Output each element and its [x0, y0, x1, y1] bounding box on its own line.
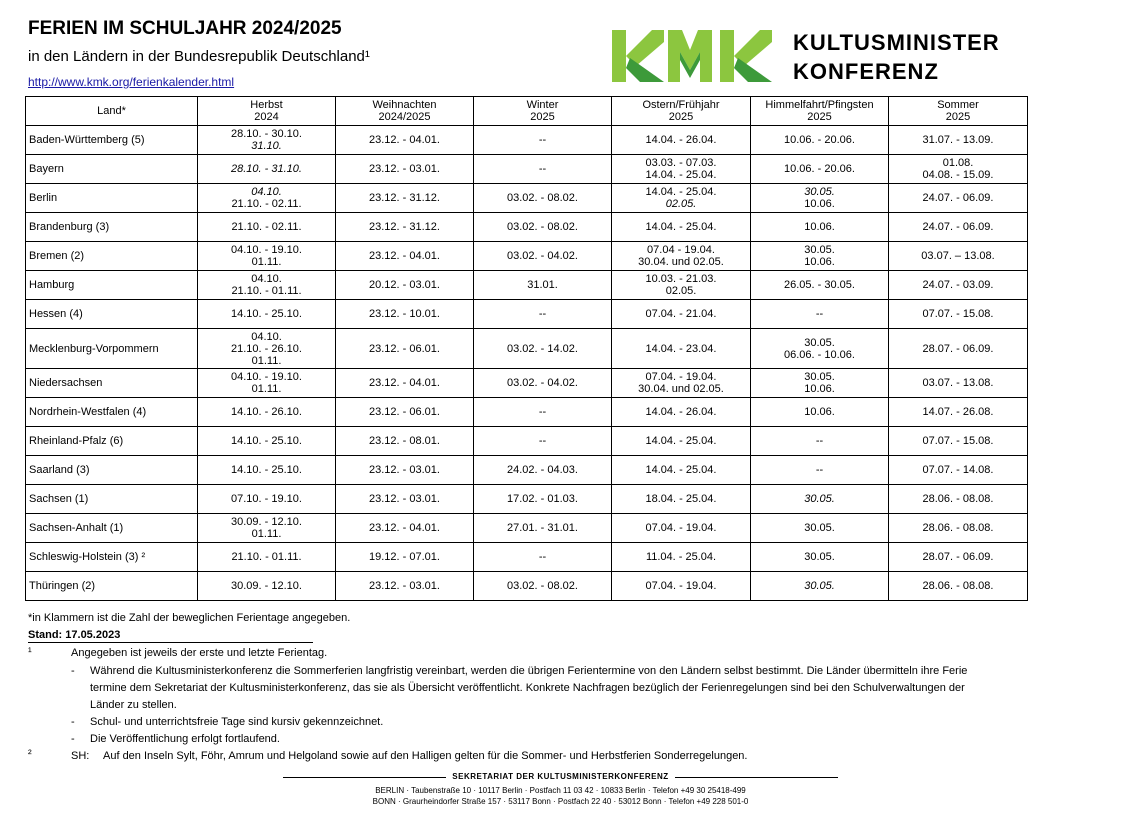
date-line: 30.05.: [804, 522, 835, 534]
date-line: 07.07. - 15.08.: [922, 435, 994, 447]
date-line: --: [538, 163, 547, 175]
column-header-line: 2025: [945, 111, 971, 123]
date-line: 04.10.: [251, 186, 282, 198]
column-header-line: Land*: [97, 105, 126, 117]
date-line: 21.10. - 02.11.: [231, 198, 302, 210]
date-cell: [336, 184, 474, 213]
date-cell: [198, 155, 336, 184]
date-cell: [751, 369, 889, 398]
date-cell: [336, 485, 474, 514]
column-header: [751, 97, 889, 126]
date-line: 01.08.: [942, 157, 974, 169]
date-cell: [612, 485, 751, 514]
column-header-line: 2024/2025: [378, 111, 431, 123]
land-cell: Sachsen-Anhalt (1): [26, 514, 198, 543]
column-header: [889, 97, 1028, 126]
date-line: 30.05.: [804, 493, 835, 505]
date-line: 14.04. - 25.04.: [645, 435, 717, 447]
date-cell: [198, 514, 336, 543]
table-row: [26, 300, 1028, 329]
table-row: [26, 456, 1028, 485]
date-line: 07.07. - 15.08.: [922, 308, 994, 320]
date-line: --: [538, 435, 547, 447]
date-line: 07.04. - 19.04.: [645, 580, 717, 592]
date-line: 23.12. - 31.12.: [369, 192, 440, 204]
date-line: 03.07. – 13.08.: [921, 250, 995, 262]
date-line: 04.10.: [251, 273, 282, 285]
date-line: 14.04. - 25.04.: [645, 169, 717, 181]
land-cell: Brandenburg (3): [26, 213, 198, 242]
date-cell: [751, 572, 889, 601]
date-line: 04.10. - 19.10.: [231, 244, 302, 256]
date-cell: [474, 543, 612, 572]
date-line: 07.04. - 19.04.: [645, 522, 717, 534]
date-line: 27.01. - 31.01.: [507, 522, 578, 534]
date-line: 30.05.: [804, 371, 835, 383]
date-cell: [751, 514, 889, 543]
date-line: 04.10. - 19.10.: [231, 371, 302, 383]
date-line: 23.12. - 03.01.: [369, 493, 440, 505]
date-line: 07.07. - 14.08.: [922, 464, 994, 476]
date-cell: [751, 213, 889, 242]
bullet-dash: -: [71, 665, 75, 677]
date-line: 23.12. - 04.01.: [369, 134, 440, 146]
date-cell: [889, 456, 1028, 485]
date-line: 04.10.: [251, 330, 282, 343]
date-line: 03.02. - 04.02.: [507, 377, 578, 389]
date-line: 31.07. - 13.09.: [922, 134, 994, 146]
date-line: 23.12. - 06.01.: [369, 406, 440, 418]
date-line: 23.12. - 04.01.: [369, 250, 440, 262]
date-cell: [198, 271, 336, 300]
date-line: 23.12. - 04.01.: [369, 377, 440, 389]
date-cell: [889, 213, 1028, 242]
date-cell: [474, 427, 612, 456]
date-line: 28.07. - 06.09.: [922, 551, 994, 563]
date-line: 30.05.: [804, 186, 835, 198]
table-row: [26, 485, 1028, 514]
date-cell: [474, 572, 612, 601]
date-line: 14.04. - 25.04.: [645, 186, 717, 198]
date-cell: [198, 213, 336, 242]
date-line: 21.10. - 01.11.: [231, 551, 302, 563]
table-row: [26, 126, 1028, 155]
land-cell: Saarland (3): [26, 456, 198, 485]
logo-line-2: KONFERENZ: [793, 59, 939, 84]
date-cell: [751, 485, 889, 514]
date-cell: [751, 456, 889, 485]
kmk-logo-text: [793, 28, 1000, 86]
date-cell: [612, 369, 751, 398]
date-cell: [336, 543, 474, 572]
date-line: 14.07. - 26.08.: [922, 406, 994, 418]
bullet-1-line-2: termine dem Sekretariat der Kultusministerkonferenz, das sie als Übersicht veröffentlicht. Konkrete Nachfragen bezüglich der Ferienregelungen sind bei den Schulverwaltungen der: [90, 682, 965, 694]
column-header: [198, 97, 336, 126]
column-header-line: 2025: [530, 111, 555, 123]
table-row: [26, 514, 1028, 543]
date-cell: [612, 213, 751, 242]
date-cell: [336, 572, 474, 601]
footnote-1-text: Angegeben ist jeweils der erste und letzte Ferientag.: [71, 647, 328, 659]
date-line: 07.10. - 19.10.: [231, 493, 302, 505]
column-header: [26, 97, 198, 126]
page-subtitle: in den Ländern in der Bundesrepublik Deutschland¹: [28, 48, 370, 65]
date-line: 17.02. - 01.03.: [507, 493, 578, 505]
date-cell: [336, 155, 474, 184]
table-header-row: [26, 97, 1028, 126]
date-cell: [751, 242, 889, 271]
date-cell: [474, 242, 612, 271]
date-line: 02.05.: [665, 285, 697, 297]
date-cell: [751, 300, 889, 329]
date-line: 23.12. - 03.01.: [369, 464, 440, 476]
date-line: 03.02. - 14.02.: [507, 342, 578, 355]
date-line: 06.06. - 10.06.: [784, 348, 855, 361]
date-line: 28.10. - 30.10.: [231, 128, 302, 140]
date-cell: [612, 543, 751, 572]
date-line: 30.09. - 12.10.: [231, 580, 302, 592]
date-line: 21.10. - 26.10.: [231, 342, 302, 355]
date-line: 03.02. - 08.02.: [507, 580, 578, 592]
date-line: --: [538, 406, 547, 418]
date-line: 14.04. - 25.04.: [645, 221, 717, 233]
klammern-note: *in Klammern ist die Zahl der beweglichen Ferientage angegeben.: [28, 612, 351, 624]
table-row: [26, 369, 1028, 398]
land-cell: Thüringen (2): [26, 572, 198, 601]
table-row: [26, 155, 1028, 184]
date-cell: [889, 329, 1028, 369]
date-cell: [474, 300, 612, 329]
date-cell: [474, 271, 612, 300]
date-cell: [474, 456, 612, 485]
date-line: 28.10. - 31.10.: [231, 163, 302, 175]
date-cell: [474, 369, 612, 398]
date-cell: [474, 213, 612, 242]
table-row: [26, 184, 1028, 213]
date-cell: [612, 398, 751, 427]
date-cell: [198, 543, 336, 572]
date-line: 23.12. - 31.12.: [369, 221, 440, 233]
date-line: --: [815, 435, 824, 447]
date-line: 07.04. - 21.04.: [645, 308, 717, 320]
date-line: 24.07. - 03.09.: [922, 279, 994, 291]
date-cell: [198, 184, 336, 213]
date-cell: [751, 427, 889, 456]
date-cell: [336, 427, 474, 456]
date-cell: [336, 242, 474, 271]
date-line: 23.12. - 04.01.: [369, 522, 440, 534]
date-cell: [889, 485, 1028, 514]
footer-address-berlin: BERLIN · Taubenstraße 10 · 10117 Berlin · Postfach 11 03 42 · 10833 Berlin · Telefon +49 30 25418-499: [375, 786, 746, 795]
date-line: 30.05.: [804, 580, 835, 592]
date-line: 14.10. - 26.10.: [231, 406, 302, 418]
date-line: --: [538, 551, 547, 563]
date-cell: [612, 329, 751, 369]
date-cell: [198, 329, 336, 369]
date-cell: [889, 126, 1028, 155]
date-cell: [612, 242, 751, 271]
date-line: 10.06.: [804, 383, 835, 395]
column-header-line: 2025: [668, 111, 694, 123]
date-line: 03.03. - 07.03.: [645, 157, 717, 169]
bullet-1-line-1: Während die Kultusministerkonferenz die Sommerferien langfristig vereinbart, werden die übrigen Ferientermine von den Ländern selbst bestimmt. Die Länder übermitteln ihre Ferie: [90, 665, 968, 677]
table-row: [26, 398, 1028, 427]
date-line: 04.08. - 15.09.: [922, 169, 994, 181]
date-line: 10.06. - 20.06.: [784, 134, 855, 146]
table-row: [26, 543, 1028, 572]
date-line: 01.11.: [251, 256, 282, 268]
date-cell: [198, 572, 336, 601]
date-cell: [889, 155, 1028, 184]
date-cell: [474, 514, 612, 543]
date-line: 28.06. - 08.08.: [922, 493, 994, 505]
page-title: FERIEN IM SCHULJAHR 2024/2025: [28, 18, 342, 39]
date-cell: [474, 126, 612, 155]
date-line: 03.02. - 04.02.: [507, 250, 578, 262]
column-header: [612, 97, 751, 126]
date-cell: [612, 126, 751, 155]
bullet-dash: -: [71, 716, 75, 728]
date-line: 10.06. - 20.06.: [784, 163, 855, 175]
column-header-line: Weihnachten: [372, 99, 437, 111]
table-row: [26, 242, 1028, 271]
date-line: 10.06.: [804, 406, 835, 418]
date-cell: [336, 514, 474, 543]
date-line: 01.11.: [251, 383, 282, 395]
land-cell: Niedersachsen: [26, 369, 198, 398]
date-line: --: [538, 308, 547, 320]
land-cell: Nordrhein-Westfalen (4): [26, 398, 198, 427]
footnote-2-text: Auf den Inseln Sylt, Föhr, Amrum und Helgoland sowie auf den Halligen gelten für die Sommer- und Herbstferien Sonderregelungen.: [103, 750, 748, 762]
land-cell: Hamburg: [26, 271, 198, 300]
date-line: 03.02. - 08.02.: [507, 221, 578, 233]
date-line: 10.06.: [804, 221, 835, 233]
date-cell: [336, 329, 474, 369]
land-cell: Berlin: [26, 184, 198, 213]
date-line: 24.07. - 06.09.: [922, 192, 994, 204]
date-cell: [889, 300, 1028, 329]
land-cell: Baden-Württemberg (5): [26, 126, 198, 155]
date-cell: [889, 242, 1028, 271]
footnote-2-label: SH:: [71, 750, 90, 762]
date-line: 21.10. - 01.11.: [231, 285, 302, 297]
table-row: [26, 427, 1028, 456]
date-cell: [612, 572, 751, 601]
date-line: 28.06. - 08.08.: [922, 580, 994, 592]
stand-date: Stand: 17.05.2023: [28, 629, 313, 643]
column-header-line: Sommer: [937, 99, 979, 111]
date-line: 20.12. - 03.01.: [369, 279, 440, 291]
date-cell: [751, 184, 889, 213]
date-cell: [612, 155, 751, 184]
date-cell: [751, 271, 889, 300]
date-cell: [751, 155, 889, 184]
date-cell: [751, 329, 889, 369]
date-line: 14.10. - 25.10.: [231, 308, 302, 320]
date-cell: [889, 543, 1028, 572]
date-line: 28.06. - 08.08.: [922, 522, 994, 534]
date-line: 23.12. - 08.01.: [369, 435, 440, 447]
date-cell: [751, 398, 889, 427]
table-row: [26, 213, 1028, 242]
date-cell: [474, 398, 612, 427]
date-cell: [336, 398, 474, 427]
date-line: 14.04. - 25.04.: [645, 464, 717, 476]
column-header: [336, 97, 474, 126]
date-cell: [612, 514, 751, 543]
column-header-line: Ostern/Frühjahr: [642, 99, 720, 111]
column-header-line: Himmelfahrt/Pfingsten: [765, 99, 874, 111]
date-line: 30.09. - 12.10.: [231, 516, 302, 528]
date-line: --: [815, 464, 824, 476]
land-cell: Bayern: [26, 155, 198, 184]
date-line: 10.06.: [804, 256, 835, 268]
land-cell: Schleswig-Holstein (3) ²: [26, 543, 198, 572]
date-line: 03.07. - 13.08.: [922, 377, 994, 389]
land-cell: Rheinland-Pfalz (6): [26, 427, 198, 456]
logo-line-1: KULTUSMINISTER: [793, 30, 1000, 55]
land-cell: Mecklenburg-Vorpommern: [26, 329, 198, 369]
date-cell: [198, 398, 336, 427]
table-row: [26, 329, 1028, 369]
date-cell: [336, 126, 474, 155]
date-line: 31.10.: [251, 140, 282, 152]
date-cell: [889, 369, 1028, 398]
date-line: 14.04. - 26.04.: [645, 134, 717, 146]
date-line: 26.05. - 30.05.: [784, 279, 855, 291]
date-cell: [889, 398, 1028, 427]
date-line: 23.12. - 06.01.: [369, 342, 440, 355]
date-line: 14.04. - 23.04.: [645, 342, 717, 355]
date-line: 30.04. und 02.05.: [638, 383, 724, 395]
date-line: 01.11.: [251, 354, 282, 367]
date-line: 01.11.: [251, 528, 282, 540]
kmk-logo: [612, 30, 772, 82]
date-cell: [336, 300, 474, 329]
date-line: 02.05.: [665, 198, 697, 210]
date-cell: [336, 271, 474, 300]
date-line: 24.02. - 04.03.: [507, 464, 578, 476]
column-header: [474, 97, 612, 126]
date-line: 03.02. - 08.02.: [507, 192, 578, 204]
date-line: 23.12. - 10.01.: [369, 308, 440, 320]
date-cell: [612, 427, 751, 456]
column-header-line: 2024: [254, 111, 279, 123]
date-line: 07.04. - 19.04.: [645, 371, 717, 383]
date-line: 30.05.: [804, 336, 835, 349]
date-cell: [336, 456, 474, 485]
footnote-2-mark: ²: [28, 748, 32, 760]
date-cell: [198, 300, 336, 329]
date-cell: [612, 300, 751, 329]
date-line: 23.12. - 03.01.: [369, 580, 440, 592]
column-header-line: Herbst: [250, 99, 283, 111]
date-line: 10.03. - 21.03.: [645, 273, 717, 285]
date-line: 19.12. - 07.01.: [369, 551, 440, 563]
date-cell: [198, 242, 336, 271]
date-cell: [198, 126, 336, 155]
table-row: [26, 271, 1028, 300]
bullet-1-line-3: Länder zu stellen.: [90, 699, 177, 711]
ferienkalender-link[interactable]: http://www.kmk.org/ferienkalender.html: [28, 75, 235, 89]
date-line: 10.06.: [804, 198, 835, 210]
date-line: 24.07. - 06.09.: [922, 221, 994, 233]
date-line: 14.04. - 26.04.: [645, 406, 717, 418]
date-line: --: [815, 308, 824, 320]
date-cell: [889, 271, 1028, 300]
date-cell: [198, 456, 336, 485]
column-header-line: 2025: [807, 111, 832, 123]
date-cell: [336, 213, 474, 242]
date-cell: [889, 514, 1028, 543]
date-line: 30.05.: [804, 551, 835, 563]
footer-address-bonn: BONN · Graurheindorfer Straße 157 · 53117 Bonn · Postfach 22 40 · 53012 Bonn · Telefon +49 228 501-0: [372, 797, 749, 806]
date-cell: [474, 184, 612, 213]
footer-title-text: SEKRETARIAT DER KULTUSMINISTERKONFERENZ: [446, 772, 674, 781]
column-header-line: Winter: [526, 99, 559, 111]
date-cell: [336, 369, 474, 398]
date-cell: [751, 126, 889, 155]
date-line: 11.04. - 25.04.: [645, 551, 717, 563]
date-cell: [612, 184, 751, 213]
date-line: 18.04. - 25.04.: [645, 493, 717, 505]
bullet-2: Schul- und unterrichtsfreie Tage sind kursiv gekennzeichnet.: [90, 716, 384, 728]
date-line: 28.07. - 06.09.: [922, 342, 994, 355]
date-cell: [612, 271, 751, 300]
date-line: 21.10. - 02.11.: [231, 221, 302, 233]
date-line: 07.04 - 19.04.: [647, 244, 715, 256]
date-cell: [751, 543, 889, 572]
date-line: 14.10. - 25.10.: [231, 464, 302, 476]
footnote-1-mark: ¹: [28, 646, 32, 658]
date-line: 31.01.: [527, 279, 558, 291]
land-cell: Hessen (4): [26, 300, 198, 329]
date-cell: [612, 456, 751, 485]
date-cell: [198, 427, 336, 456]
date-cell: [889, 427, 1028, 456]
date-cell: [474, 155, 612, 184]
date-cell: [889, 572, 1028, 601]
date-cell: [889, 184, 1028, 213]
table-row: [26, 572, 1028, 601]
date-cell: [198, 485, 336, 514]
bullet-dash: -: [71, 733, 75, 745]
date-line: 30.05.: [804, 244, 835, 256]
land-cell: Bremen (2): [26, 242, 198, 271]
date-cell: [474, 485, 612, 514]
ferien-table: [25, 96, 1028, 601]
land-cell: Sachsen (1): [26, 485, 198, 514]
bullet-3: Die Veröffentlichung erfolgt fortlaufend.: [90, 733, 280, 745]
date-line: --: [538, 134, 547, 146]
date-line: 30.04. und 02.05.: [638, 256, 724, 268]
date-line: 23.12. - 03.01.: [369, 163, 440, 175]
date-cell: [474, 329, 612, 369]
footer-title: [0, 772, 1121, 781]
date-line: 14.10. - 25.10.: [231, 435, 302, 447]
date-cell: [198, 369, 336, 398]
